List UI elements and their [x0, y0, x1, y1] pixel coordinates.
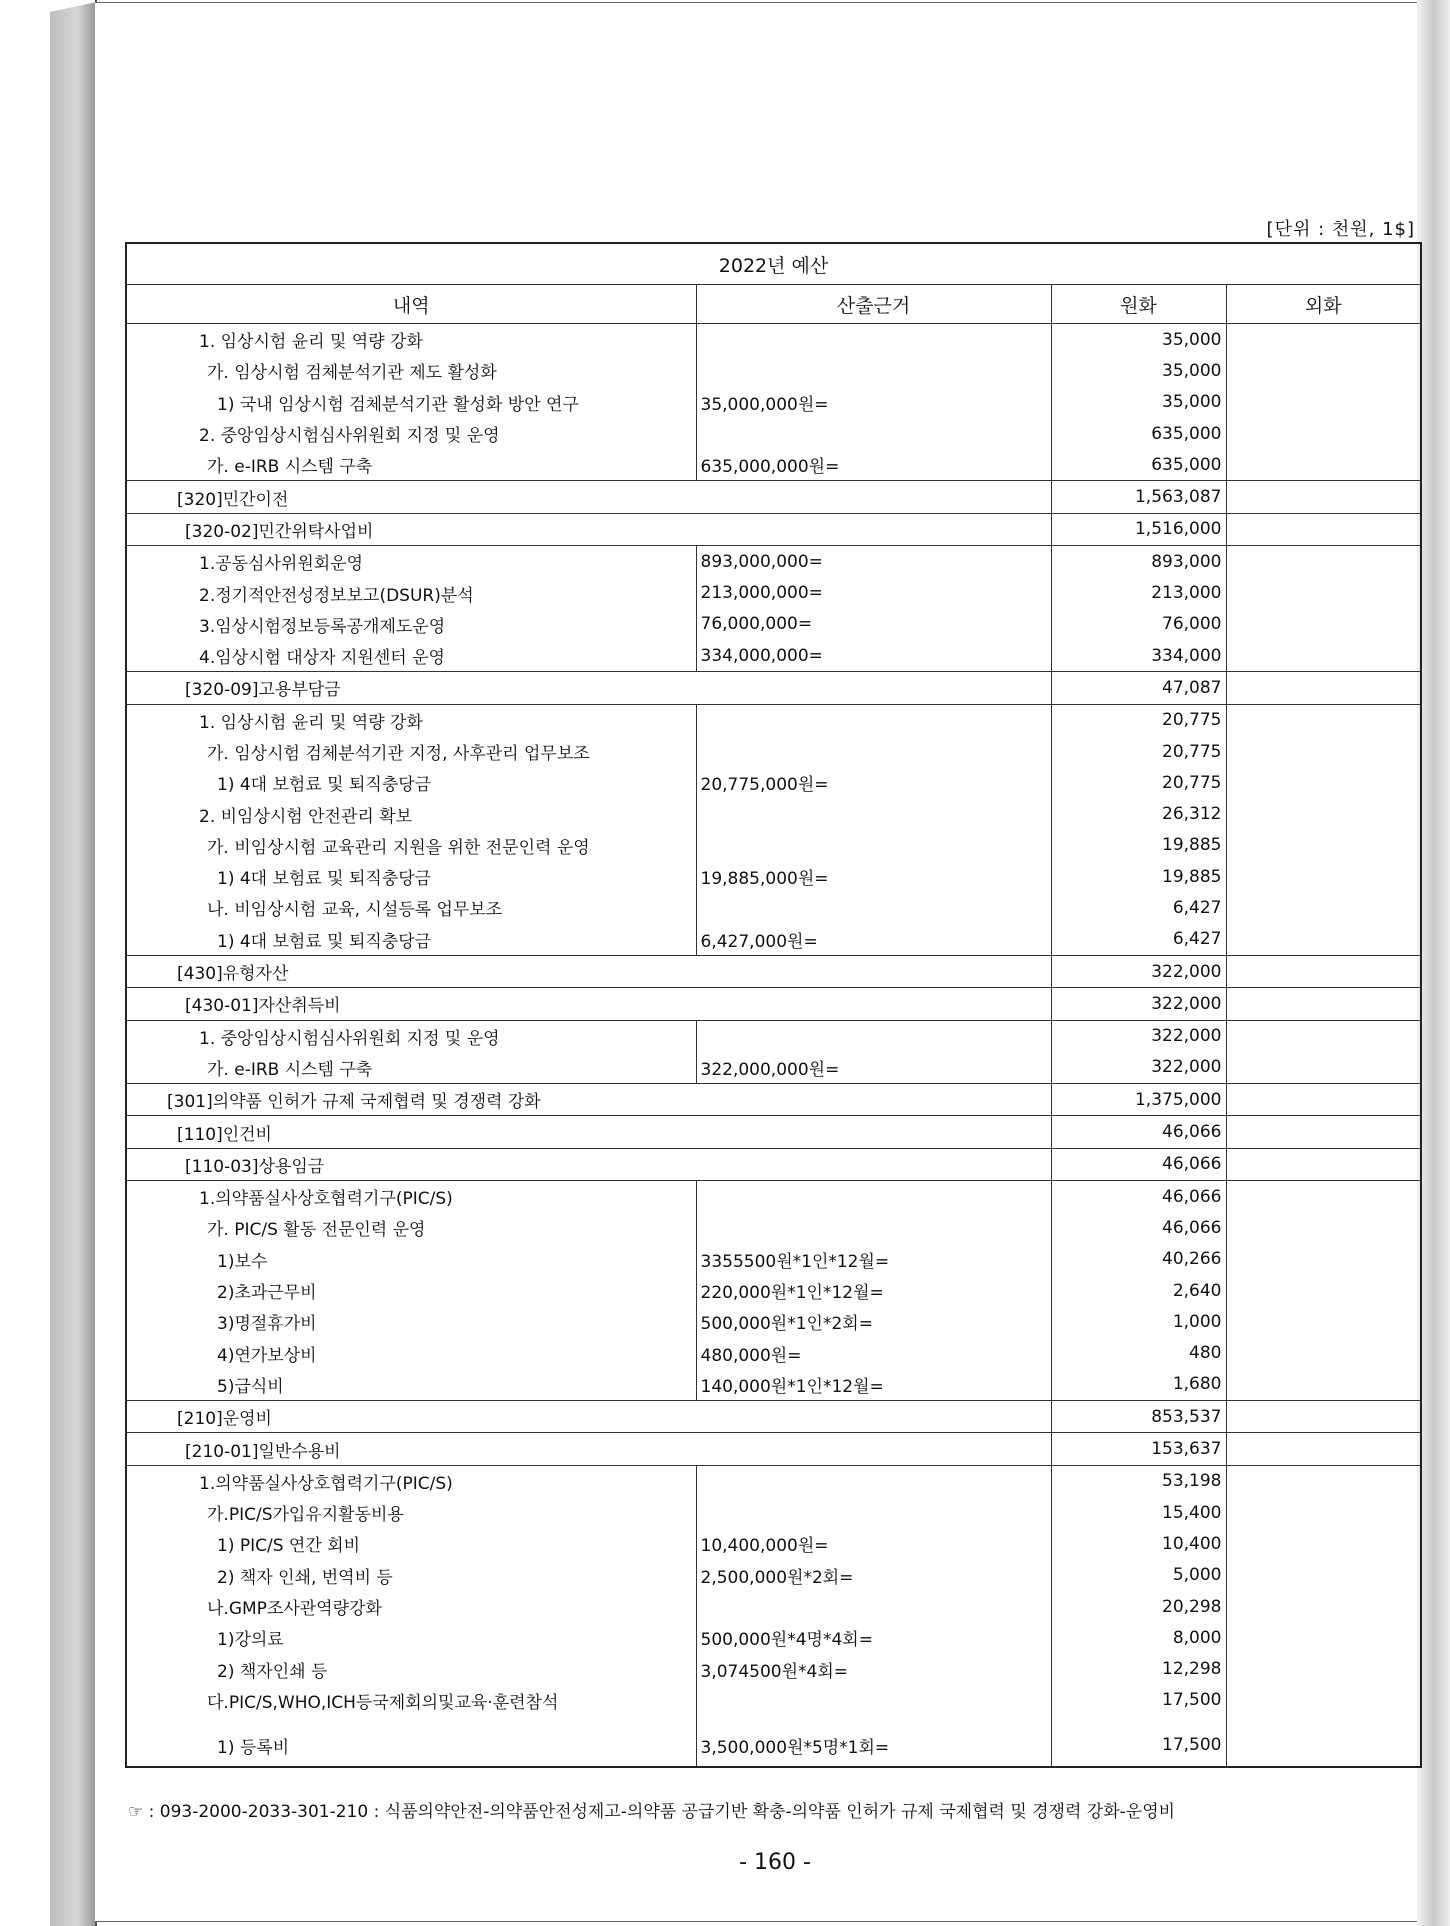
cell-foreign — [1226, 830, 1421, 861]
cell-basis — [696, 1591, 1051, 1622]
cell-basis — [696, 1020, 1051, 1052]
cell-krw: 2,640 — [1051, 1275, 1226, 1306]
cell-foreign — [1226, 546, 1421, 578]
cell-krw: 46,066 — [1051, 1148, 1226, 1180]
table-row — [126, 640, 1421, 672]
cell-item: 가. 임상시험 검체분석기관 제도 활성화 — [126, 355, 696, 386]
cell-krw: 17,500 — [1051, 1716, 1226, 1767]
cell-basis — [696, 736, 1051, 767]
footnote: ☞ : 093-2000-2033-301-210 : 식품의약안전-의약품안전성제고-의약품 공급기반 확충-의약품 인허가 규제 국제협력 및 경쟁력 강화-운영비 — [128, 1802, 1176, 1822]
header-foreign: 외화 — [1226, 285, 1421, 324]
cell-foreign — [1226, 861, 1421, 892]
cell-foreign — [1226, 1020, 1421, 1052]
cell-foreign — [1226, 892, 1421, 923]
cell-item: 가. 비임상시험 교육관리 지원을 위한 전문인력 운영 — [126, 830, 696, 861]
cell-krw: 635,000 — [1051, 418, 1226, 449]
header-item: 내역 — [126, 285, 696, 324]
table-row — [126, 1116, 1421, 1148]
cell-basis — [696, 418, 1051, 449]
cell-krw: 1,563,087 — [1051, 481, 1226, 513]
cell-item: [301]의약품 인허가 규제 국제협력 및 경쟁력 강화 — [126, 1084, 1051, 1116]
table-row — [126, 1433, 1421, 1465]
cell-foreign — [1226, 1212, 1421, 1243]
cell-foreign — [1226, 1116, 1421, 1148]
cell-foreign — [1226, 1181, 1421, 1213]
cell-basis — [696, 324, 1051, 356]
table-row — [126, 1497, 1421, 1528]
cell-foreign — [1226, 1401, 1421, 1433]
cell-basis: 635,000,000원= — [696, 449, 1051, 481]
cell-item: [320-02]민간위탁사업비 — [126, 513, 1051, 545]
cell-basis — [696, 1181, 1051, 1213]
table-row — [126, 577, 1421, 608]
cell-krw: 10,400 — [1051, 1528, 1226, 1559]
cell-foreign — [1226, 1591, 1421, 1622]
cell-foreign — [1226, 1338, 1421, 1369]
cell-krw: 20,298 — [1051, 1591, 1226, 1622]
cell-krw: 635,000 — [1051, 449, 1226, 481]
cell-basis — [696, 1212, 1051, 1243]
cell-foreign — [1226, 1465, 1421, 1497]
cell-krw: 893,000 — [1051, 546, 1226, 578]
cell-item: 2)초과근무비 — [126, 1275, 696, 1306]
cell-krw: 17,500 — [1051, 1685, 1226, 1716]
cell-basis: 140,000원*1인*12월= — [696, 1369, 1051, 1401]
cell-item: 가.PIC/S가입유지활동비용 — [126, 1497, 696, 1528]
cell-item: [430]유형자산 — [126, 955, 1051, 987]
cell-foreign — [1226, 513, 1421, 545]
cell-item: 4)연가보상비 — [126, 1338, 696, 1369]
table-row — [126, 1622, 1421, 1653]
cell-item: [110]인건비 — [126, 1116, 1051, 1148]
table-row — [126, 1369, 1421, 1401]
cell-krw: 322,000 — [1051, 1052, 1226, 1084]
cell-item: 1)강의료 — [126, 1622, 696, 1653]
cell-item: 1) 4대 보험료 및 퇴직충당금 — [126, 924, 696, 956]
table-row — [126, 736, 1421, 767]
table-body — [126, 324, 1421, 1768]
cell-krw: 46,066 — [1051, 1116, 1226, 1148]
table-row — [126, 1084, 1421, 1116]
cell-foreign — [1226, 955, 1421, 987]
cell-krw: 853,537 — [1051, 1401, 1226, 1433]
cell-krw: 53,198 — [1051, 1465, 1226, 1497]
cell-krw: 40,266 — [1051, 1244, 1226, 1275]
cell-item: 1)보수 — [126, 1244, 696, 1275]
cell-foreign — [1226, 704, 1421, 736]
cell-krw: 153,637 — [1051, 1433, 1226, 1465]
cell-item: 3)명절휴가비 — [126, 1306, 696, 1337]
header-krw: 원화 — [1051, 285, 1226, 324]
cell-basis: 893,000,000= — [696, 546, 1051, 578]
cell-item: 가. 임상시험 검체분석기관 지정, 사후관리 업무보조 — [126, 736, 696, 767]
cell-foreign — [1226, 1433, 1421, 1465]
cell-item: 가. PIC/S 활동 전문인력 운영 — [126, 1212, 696, 1243]
table-row — [126, 1465, 1421, 1497]
cell-basis — [696, 1685, 1051, 1716]
cell-foreign — [1226, 1244, 1421, 1275]
cell-foreign — [1226, 1369, 1421, 1401]
cell-foreign — [1226, 1716, 1421, 1767]
table-row — [126, 1591, 1421, 1622]
cell-item: [210-01]일반수용비 — [126, 1433, 1051, 1465]
table-row — [126, 324, 1421, 356]
cell-basis — [696, 892, 1051, 923]
cell-foreign — [1226, 387, 1421, 418]
cell-item: 1) 국내 임상시험 검체분석기관 활성화 방안 연구 — [126, 387, 696, 418]
cell-krw: 334,000 — [1051, 640, 1226, 672]
cell-foreign — [1226, 1685, 1421, 1716]
cell-basis — [696, 1497, 1051, 1528]
cell-krw: 15,400 — [1051, 1497, 1226, 1528]
cell-item: 2.정기적안전성정보보고(DSUR)분석 — [126, 577, 696, 608]
cell-foreign — [1226, 672, 1421, 704]
cell-foreign — [1226, 577, 1421, 608]
cell-basis: 3355500원*1인*12월= — [696, 1244, 1051, 1275]
cell-basis: 2,500,000원*2회= — [696, 1560, 1051, 1591]
header-basis: 산출근거 — [696, 285, 1051, 324]
table-row — [126, 767, 1421, 798]
table-row — [126, 449, 1421, 481]
cell-krw: 322,000 — [1051, 955, 1226, 987]
cell-foreign — [1226, 355, 1421, 386]
cell-krw: 46,066 — [1051, 1181, 1226, 1213]
table-row — [126, 1052, 1421, 1084]
cell-foreign — [1226, 736, 1421, 767]
cell-item: 나.GMP조사관역량강화 — [126, 1591, 696, 1622]
cell-krw: 46,066 — [1051, 1212, 1226, 1243]
cell-krw: 12,298 — [1051, 1653, 1226, 1684]
cell-basis — [696, 704, 1051, 736]
budget-table — [125, 242, 1422, 1768]
cell-foreign — [1226, 609, 1421, 640]
cell-krw: 1,000 — [1051, 1306, 1226, 1337]
cell-foreign — [1226, 640, 1421, 672]
cell-basis — [696, 1465, 1051, 1497]
table-row — [126, 1306, 1421, 1337]
cell-item: [430-01]자산취득비 — [126, 988, 1051, 1020]
cell-basis: 322,000,000원= — [696, 1052, 1051, 1084]
cell-item: 2) 책자인쇄 등 — [126, 1653, 696, 1684]
cell-krw: 6,427 — [1051, 924, 1226, 956]
table-row — [126, 1212, 1421, 1243]
cell-foreign — [1226, 449, 1421, 481]
cell-item: 1.공동심사위원회운영 — [126, 546, 696, 578]
cell-krw: 76,000 — [1051, 609, 1226, 640]
cell-item: 가. e-IRB 시스템 구축 — [126, 1052, 696, 1084]
cell-krw: 322,000 — [1051, 1020, 1226, 1052]
cell-item: 1) 4대 보험료 및 퇴직충당금 — [126, 861, 696, 892]
table-row — [126, 830, 1421, 861]
cell-item: 다.PIC/S,WHO,ICH등국제회의및교육·훈련참석 — [126, 1685, 696, 1716]
cell-krw: 213,000 — [1051, 577, 1226, 608]
cell-basis — [696, 355, 1051, 386]
cell-item: 1.의약품실사상호협력기구(PIC/S) — [126, 1465, 696, 1497]
cell-krw: 26,312 — [1051, 798, 1226, 829]
table-row — [126, 955, 1421, 987]
cell-basis: 20,775,000원= — [696, 767, 1051, 798]
cell-basis: 10,400,000원= — [696, 1528, 1051, 1559]
cell-krw: 1,680 — [1051, 1369, 1226, 1401]
cell-krw: 35,000 — [1051, 387, 1226, 418]
table-row — [126, 1244, 1421, 1275]
cell-basis: 3,074500원*4회= — [696, 1653, 1051, 1684]
table-title: 2022년 예산 — [126, 243, 1421, 285]
page-stack-edge — [50, 0, 97, 1926]
cell-krw: 35,000 — [1051, 355, 1226, 386]
table-row — [126, 892, 1421, 923]
table-row — [126, 861, 1421, 892]
table-row — [126, 481, 1421, 513]
cell-krw: 19,885 — [1051, 861, 1226, 892]
cell-foreign — [1226, 481, 1421, 513]
table-row — [126, 1020, 1421, 1052]
table-row — [126, 355, 1421, 386]
cell-krw: 480 — [1051, 1338, 1226, 1369]
cell-krw: 19,885 — [1051, 830, 1226, 861]
cell-krw: 322,000 — [1051, 988, 1226, 1020]
cell-krw: 20,775 — [1051, 736, 1226, 767]
cell-foreign — [1226, 1306, 1421, 1337]
cell-item: 나. 비임상시험 교육, 시설등록 업무보조 — [126, 892, 696, 923]
table-row — [126, 1338, 1421, 1369]
cell-foreign — [1226, 1052, 1421, 1084]
cell-krw: 6,427 — [1051, 892, 1226, 923]
table-row — [126, 672, 1421, 704]
cell-basis: 76,000,000= — [696, 609, 1051, 640]
table-row — [126, 1401, 1421, 1433]
table-row — [126, 546, 1421, 578]
table-row — [126, 513, 1421, 545]
cell-foreign — [1226, 988, 1421, 1020]
cell-foreign — [1226, 324, 1421, 356]
cell-foreign — [1226, 798, 1421, 829]
page-number: - 160 - — [739, 1850, 811, 1875]
table-row — [126, 1560, 1421, 1591]
cell-item: [210]운영비 — [126, 1401, 1051, 1433]
table-row — [126, 1181, 1421, 1213]
cell-krw: 1,375,000 — [1051, 1084, 1226, 1116]
cell-item: 2. 중앙임상시험심사위원회 지정 및 운영 — [126, 418, 696, 449]
cell-basis: 3,500,000원*5명*1회= — [696, 1716, 1051, 1767]
cell-foreign — [1226, 1622, 1421, 1653]
cell-basis — [696, 830, 1051, 861]
cell-foreign — [1226, 1084, 1421, 1116]
cell-foreign — [1226, 418, 1421, 449]
table-row — [126, 418, 1421, 449]
cell-krw: 47,087 — [1051, 672, 1226, 704]
cell-item: 1. 임상시험 윤리 및 역량 강화 — [126, 324, 696, 356]
cell-foreign — [1226, 924, 1421, 956]
cell-item: 1. 중앙임상시험심사위원회 지정 및 운영 — [126, 1020, 696, 1052]
cell-item: 1) PIC/S 연간 회비 — [126, 1528, 696, 1559]
cell-foreign — [1226, 1560, 1421, 1591]
cell-foreign — [1226, 1148, 1421, 1180]
cell-foreign — [1226, 1653, 1421, 1684]
table-row — [126, 1275, 1421, 1306]
cell-item: 1) 4대 보험료 및 퇴직충당금 — [126, 767, 696, 798]
cell-item: [320]민간이전 — [126, 481, 1051, 513]
cell-basis: 19,885,000원= — [696, 861, 1051, 892]
unit-note: [단위 : 천원, 1$] — [1266, 219, 1415, 240]
cell-krw: 5,000 — [1051, 1560, 1226, 1591]
cell-item: 2. 비임상시험 안전관리 확보 — [126, 798, 696, 829]
cell-basis — [696, 798, 1051, 829]
cell-foreign — [1226, 767, 1421, 798]
cell-basis: 480,000원= — [696, 1338, 1051, 1369]
cell-item: 2) 책자 인쇄, 번역비 등 — [126, 1560, 696, 1591]
cell-krw: 1,516,000 — [1051, 513, 1226, 545]
cell-foreign — [1226, 1275, 1421, 1306]
cell-item: 1. 임상시험 윤리 및 역량 강화 — [126, 704, 696, 736]
table-row — [126, 704, 1421, 736]
table-row — [126, 924, 1421, 956]
table-row — [126, 1148, 1421, 1180]
table-row — [126, 387, 1421, 418]
cell-basis: 213,000,000= — [696, 577, 1051, 608]
table-row — [126, 609, 1421, 640]
cell-basis: 6,427,000원= — [696, 924, 1051, 956]
cell-item: [320-09]고용부담금 — [126, 672, 1051, 704]
cell-foreign — [1226, 1497, 1421, 1528]
table-row — [126, 1528, 1421, 1559]
cell-item: 5)급식비 — [126, 1369, 696, 1401]
table-row — [126, 1685, 1421, 1716]
cell-item: 3.임상시험정보등록공개제도운영 — [126, 609, 696, 640]
cell-krw: 35,000 — [1051, 324, 1226, 356]
cell-item: 1) 등록비 — [126, 1716, 696, 1767]
cell-item: [110-03]상용임금 — [126, 1148, 1051, 1180]
cell-basis: 500,000원*1인*2회= — [696, 1306, 1051, 1337]
cell-foreign — [1226, 1528, 1421, 1559]
table-row — [126, 1716, 1421, 1767]
cell-krw: 8,000 — [1051, 1622, 1226, 1653]
cell-basis: 220,000원*1인*12월= — [696, 1275, 1051, 1306]
table-row — [126, 798, 1421, 829]
cell-basis: 500,000원*4명*4회= — [696, 1622, 1051, 1653]
cell-krw: 20,775 — [1051, 704, 1226, 736]
cell-item: 1.의약품실사상호협력기구(PIC/S) — [126, 1181, 696, 1213]
cell-basis: 35,000,000원= — [696, 387, 1051, 418]
table-row — [126, 988, 1421, 1020]
table-row — [126, 1653, 1421, 1684]
cell-krw: 20,775 — [1051, 767, 1226, 798]
cell-basis: 334,000,000= — [696, 640, 1051, 672]
cell-item: 가. e-IRB 시스템 구축 — [126, 449, 696, 481]
cell-item: 4.임상시험 대상자 지원센터 운영 — [126, 640, 696, 672]
